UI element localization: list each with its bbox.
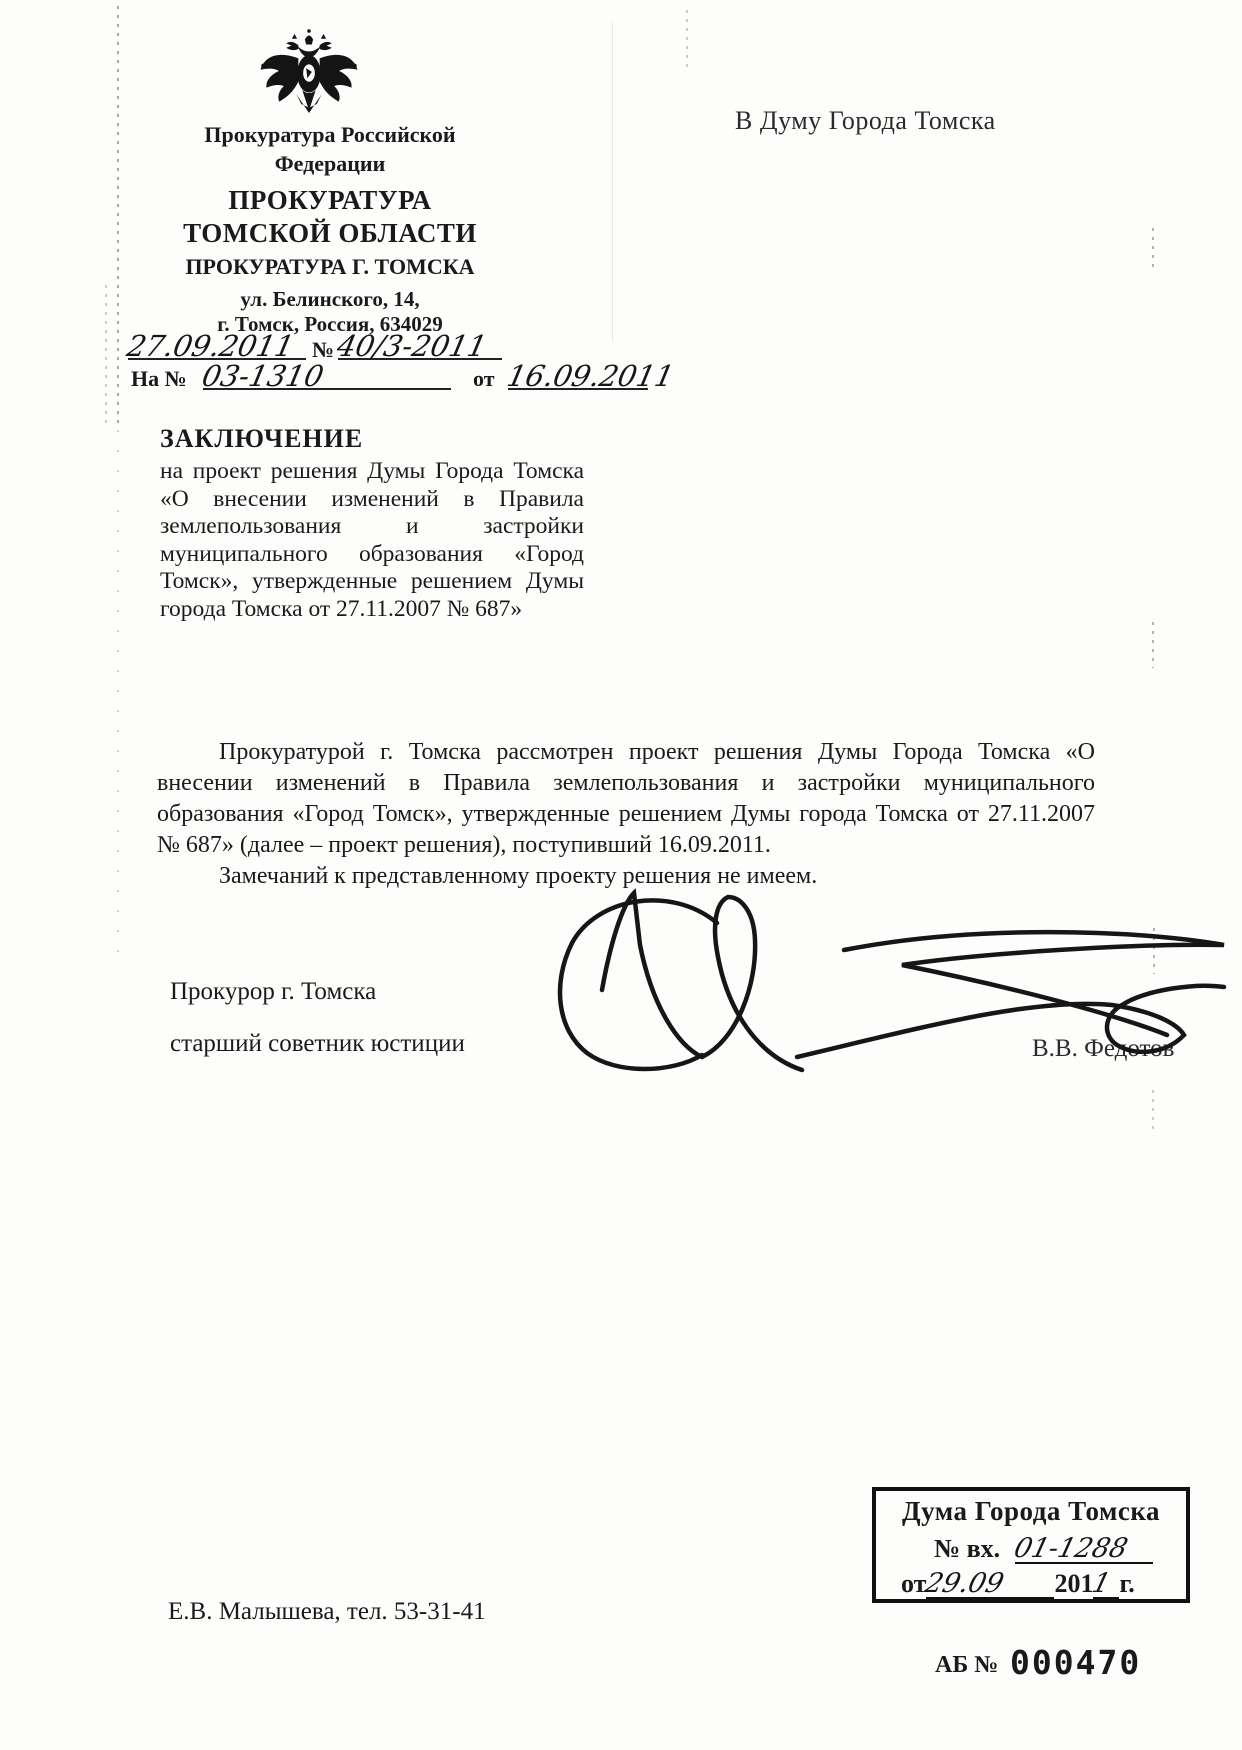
stamp-date-label: от [901, 1569, 927, 1598]
org-name-city: ПРОКУРАТУРА Г. ТОМСКА [185, 254, 475, 279]
signature [552, 885, 1242, 1085]
signer-position-line1: Прокурор г. Томска [170, 978, 377, 1005]
ref-date-field [503, 359, 678, 393]
org-name-oblast-line2: ТОМСКОЙ ОБЛАСТИ [183, 218, 477, 248]
stamp-incoming-number-handwritten: 01-1288 [1010, 1533, 1131, 1564]
fold-mark [612, 22, 613, 342]
form-number: 000470 [1010, 1643, 1142, 1682]
scan-artifact-line [117, 430, 119, 970]
org-address-line2: г. Томск, Россия, 634029 [217, 312, 443, 336]
doc-number-handwritten: 40/3-2011 [333, 329, 490, 363]
executor-line: Е.В. Малышева, тел. 53-31-41 [168, 1598, 486, 1625]
incoming-stamp [872, 1487, 1190, 1603]
conclusion-subject: на проект решения Думы Города Томска «О внесении изменений в Правила землепользования и застройки муниципального образования «Город Томск», утвержденные решением Думы города Томска от 27.11.2007 № 687» [160, 458, 584, 622]
scan-artifact-line [1152, 1090, 1154, 1130]
org-name-federation-line2: Федерации [274, 151, 386, 176]
stamp-year-printed: 201 [1054, 1569, 1094, 1598]
org-name-federation [128, 120, 532, 178]
coat-of-arms-icon [256, 20, 362, 122]
ref-number-handwritten: 03-1310 [198, 359, 327, 393]
recipient-line: В Думу Города Томска [735, 106, 996, 135]
ref-date-handwritten: 16.09.2011 [503, 359, 678, 393]
stamp-date-field [922, 1567, 1054, 1599]
stamp-year-digit-field [1089, 1567, 1119, 1599]
letter-body [157, 737, 1095, 892]
stamp-date-handwritten: 29.09 [922, 1568, 1008, 1599]
conclusion-title: ЗАКЛЮЧЕНИЕ [160, 424, 364, 453]
body-paragraph-1: Прокуратурой г. Томска рассмотрен проект решения Думы Города Томска «О внесении изменений в Правила землепользования и застройки муниципального образования «Город Томск», утвержденные решением Думы города Томска от 27.11.2007 № 687» (далее – проект решения), поступивший 16.09.2011. [157, 739, 1095, 858]
doc-number-field [333, 329, 502, 363]
ref-label: На № [131, 366, 187, 391]
scan-artifact-line [686, 10, 688, 68]
stamp-title: Дума Города Томска [902, 1496, 1160, 1526]
scan-artifact-line [117, 6, 119, 424]
stamp-year-suffix: г. [1119, 1569, 1135, 1598]
org-name-oblast [128, 184, 532, 250]
signer-position-line2: старший советник юстиции [170, 1030, 465, 1057]
doc-date-handwritten: 27.09.2011 [123, 329, 298, 363]
ref-number-field [198, 359, 451, 393]
org-name-oblast-line1: ПРОКУРАТУРА [228, 185, 432, 215]
org-name-federation-line1: Прокуратура Российской [204, 122, 456, 147]
doc-date-field [123, 329, 306, 363]
body-paragraph-2: Замечаний к представленному проекту решения не имеем. [219, 863, 818, 889]
ref-from-label: от [473, 366, 495, 391]
number-sign-label: № [312, 337, 335, 362]
stamp-year-digit-handwritten: 1 [1089, 1568, 1115, 1599]
scan-artifact-line [105, 285, 107, 425]
org-address-line1: ул. Белинского, 14, [240, 287, 420, 311]
stamp-incoming-number-field [1010, 1532, 1153, 1564]
stamp-incoming-label: № вх. [934, 1534, 1001, 1563]
form-series-label: АБ № [935, 1652, 999, 1678]
scan-artifact-line [1152, 622, 1154, 668]
stamp-incoming-row [934, 1532, 1153, 1564]
scan-artifact-line [1152, 228, 1154, 270]
stamp-date-row [901, 1567, 1135, 1599]
signer-name: В.В. Федотов [1032, 1035, 1175, 1062]
